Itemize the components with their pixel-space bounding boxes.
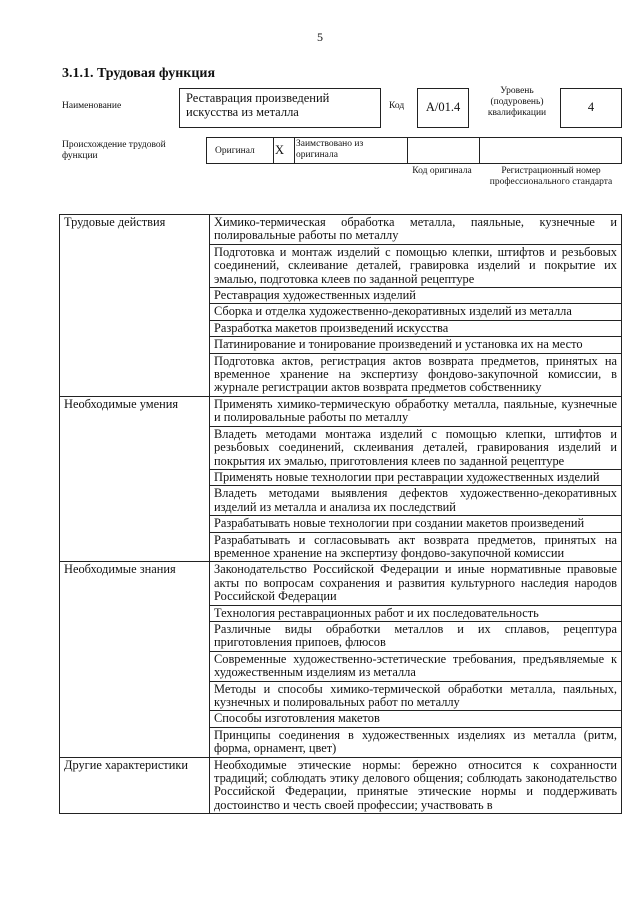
item-cell: Современные художественно-эстетические требования, предъявляемые к художественным изделиям из металла	[210, 651, 622, 681]
origin-label: Происхождение трудовой функции	[62, 140, 166, 161]
item-cell: Принципы соединения в художественных изделиях из металла (ритм, форма, орнамент, цвет)	[210, 727, 622, 757]
table-row	[60, 215, 622, 245]
item-cell: Сборка и отделка художественно-декоративных изделий из металла	[210, 304, 622, 320]
reg-number-caption: Регистрационный номер профессионального стандарта	[489, 166, 613, 187]
item-cell: Владеть методами монтажа изделий с помощью клепки, штифтов и резьбовых соединений, склеивания деталей, гравирования изделий и покрытия их эмалью, приготовления клеев по заданной рецептуре	[210, 426, 622, 469]
function-name-box	[179, 88, 381, 128]
item-cell: Законодательство Российской Федерации и иные нормативные правовые акты по вопросам сохранения и развития культурного наследия народов Российской Федерации	[210, 562, 622, 605]
item-cell: Применять новые технологии при реставрации художественных изделий	[210, 469, 622, 485]
table-row	[60, 562, 622, 605]
item-cell: Подготовка актов, регистрация актов возврата предметов, принятых на временное хранение на экспертизу фондово-закупочной комиссии, в журнале регистрации актов возврата предметов собственнику	[210, 353, 622, 396]
item-cell: Патинирование и тонирование произведений и установка их на место	[210, 337, 622, 353]
item-cell: Разрабатывать новые технологии при создании макетов произведений	[210, 516, 622, 532]
category-cell: Трудовые действия	[60, 215, 210, 397]
code-value: A/01.4	[425, 100, 461, 114]
item-cell: Различные виды обработки металлов и их сплавов, рецептура приготовления припоев, флюсов	[210, 621, 622, 651]
category-cell: Необходимые знания	[60, 562, 210, 757]
code-label: Код	[389, 101, 405, 111]
code-original-caption: Код оригинала	[412, 166, 472, 176]
original-mark: X	[275, 143, 285, 157]
item-cell: Разработка макетов произведений искусства	[210, 320, 622, 336]
item-cell: Подготовка и монтаж изделий с помощью клепки, штифтов и резьбовых соединений, склеивание деталей, гравировка изделий и покрытие их эмалью, подготовка клеев по заданной рецептуре	[210, 244, 622, 287]
table-row	[60, 757, 622, 814]
level-label: Уровень (подуровень) квалификации	[487, 86, 547, 118]
item-cell: Методы и способы химико-термической обработки металла, паяльных, кузнечных и полировальных работ по металлу	[210, 681, 622, 711]
section-title: 3.1.1. Трудовая функция	[62, 66, 216, 81]
function-name-value: Реставрация произведений искусства из металла	[186, 91, 330, 119]
origin-box	[206, 137, 622, 164]
page-number: 5	[317, 30, 323, 44]
item-cell: Способы изготовления макетов	[210, 711, 622, 727]
level-value: 4	[587, 100, 595, 114]
level-box	[560, 88, 622, 128]
category-cell: Необходимые умения	[60, 396, 210, 561]
item-cell: Необходимые этические нормы: бережно относится к сохранности традиций; соблюдать этику делового общения; соблюдать законодательство Российской Федерации, принятые этические нормы и поддерживать достоинство и честь своей профессии; участвовать в	[210, 757, 622, 814]
name-label: Наименование	[62, 101, 122, 111]
item-cell: Разрабатывать и согласовывать акт возврата предметов, принятых на временное хранение на экспертизу фондово-закупочной комиссии	[210, 532, 622, 562]
borrowed-label: Заимствовано из оригинала	[296, 139, 364, 160]
category-cell: Другие характеристики	[60, 757, 210, 814]
function-table	[59, 214, 622, 814]
item-cell: Владеть методами выявления дефектов художественно-декоративных изделий из металла и анализа их последствий	[210, 486, 622, 516]
item-cell: Технология реставрационных работ и их последовательность	[210, 605, 622, 621]
item-cell: Реставрация художественных изделий	[210, 288, 622, 304]
original-label: Оригинал	[215, 146, 255, 156]
table-row	[60, 396, 622, 426]
code-box	[417, 88, 469, 128]
item-cell: Химико-термическая обработка металла, паяльные, кузнечные и полировальные работы по металлу	[210, 215, 622, 245]
item-cell: Применять химико-термическую обработку металла, паяльные, кузнечные и полировальные работы по металлу	[210, 396, 622, 426]
